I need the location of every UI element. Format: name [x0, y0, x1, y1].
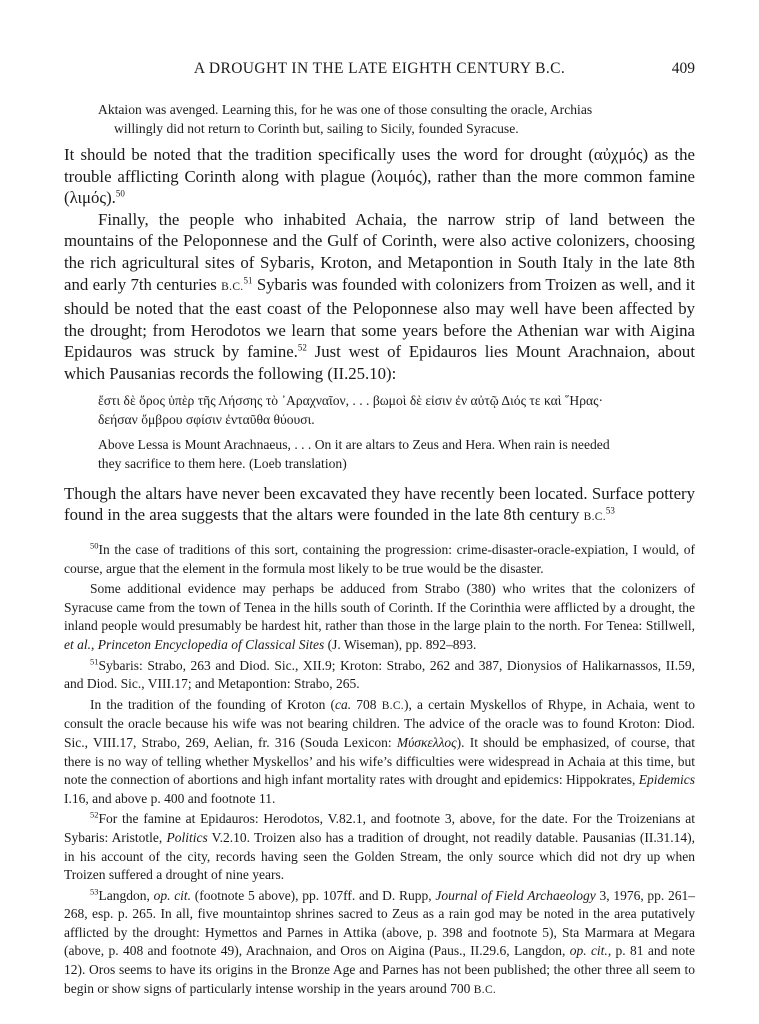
translation-line: Above Lessa is Mount Arachnaeus, . . . On it are altars to Zeus and Hera. When rain is needed — [98, 436, 610, 452]
footnote-number: 53 — [90, 886, 99, 897]
bc-abbrev: B.C. — [221, 280, 244, 293]
footnote-text: ). It should be emphasized, of course, that there is no way of telling whether Myskellos’ and his wife’s difficulties were widespread in Achaia at this time, but note the connection of abortions and high infant mortality rates with drought and epidemics: Hippokrates, — [64, 734, 696, 788]
footnote-italic: et al. — [64, 636, 91, 652]
page-number: 409 — [671, 60, 695, 77]
footnote-text: Some additional evidence may perhaps be adduced from Strabo (380) who writes that the colonizers of Syracuse came from the town of Tenea in the hills south of Corinth. If the Corinthia were afflicted by a drought, the inland people would presumably be hardest hit, rather than those in the large plain to the north. For Tenea: Stillwell, — [64, 581, 695, 634]
bc-abbrev: B.C. — [473, 983, 497, 996]
journal-title: Journal of Field Archaeology — [435, 887, 596, 903]
footnote-text: 708 — [351, 696, 382, 712]
footnote-text: V.2.10. Troizen also has a tradition of drought, not readily datable. Pausanias (II.31.14), in his account of the city, records having seen the Golden Stream, the only source which did not dry up when Troizen suffered a drought of nine years. — [64, 829, 695, 883]
greek-word: Μύσκελλος — [396, 734, 457, 750]
bc-abbrev: B.C. — [381, 699, 404, 712]
footnote-text: I.16, and above p. 400 and footnote 11. — [64, 790, 276, 806]
book-title: Epidemics — [638, 772, 695, 788]
greek-quotation — [64, 391, 695, 429]
footnote-text: , — [91, 636, 98, 652]
footnote-italic: ca. — [335, 696, 352, 712]
footnote-ref-50[interactable]: 50 — [115, 188, 125, 199]
footnote-52 — [64, 810, 695, 884]
footnote-51 — [64, 657, 695, 694]
translation-quote — [64, 435, 695, 473]
footnote-number: 52 — [90, 809, 99, 820]
footnote-italic: op. cit. — [569, 943, 608, 959]
greek-line: δεήσαν ὄμβρου σφίσιν ἐνταῦθα θύουσι. — [98, 411, 315, 427]
footnote-number: 51 — [90, 656, 99, 667]
running-title: A DROUGHT IN THE LATE EIGHTH CENTURY B.C. — [193, 60, 566, 77]
footnote-text: 3, 1976, pp. 261–268, esp. p. 265. In all, five mountaintop shrines sacred to Zeus as a rain god may be noted in the area putatively afflicted by the drought: Hymettos and Parnes in Attika (above, p. 398 and footnote 5), Sta Marmara at Megara (above, p. 408 and footnote 49), Arachnaion, and Oros on Aigina (Paus., II.29.6, Langdon, — [64, 887, 695, 959]
footnote-text: In the tradition of the founding of Kroton ( — [90, 696, 336, 712]
quote-line: Aktaion was avenged. Learning this, for he was one of those consulting the oracle, Archias — [98, 102, 593, 117]
footnotes — [64, 541, 695, 1001]
bc-abbrev: B.C. — [583, 511, 606, 524]
paragraph-text: It should be noted that the tradition specifically uses the word for drought (αὐχμός) as the trouble afflicting Corinth along with plague (λοιμός), rather than the more common famine (λιμός). — [64, 145, 695, 208]
footnote-italic: op. cit. — [153, 887, 192, 903]
block-quote-top — [64, 100, 695, 138]
paragraph-drought-word — [64, 144, 695, 209]
footnote-ref-51[interactable]: 51 — [243, 274, 253, 285]
footnote-text: In the case of traditions of this sort, containing the progression: crime-disaster-oracle-expiation, I would, of course, argue that the element in the formula most likely to be true would be the disaster. — [64, 542, 695, 576]
quote-line: willingly did not return to Corinth but, sailing to Sicily, founded Syracuse. — [114, 121, 519, 136]
paragraph-text: Finally, the people who inhabited Achaia, the narrow strip of land between the mountains of the Peloponnese and the Gulf of Corinth, were also active colonizers, choosing the rich agricultural sites of Sybaris, Kroton, and Metapontion in South Italy in the late 8th and early 7th centuries — [64, 209, 695, 294]
book-title: Politics — [166, 829, 208, 845]
footnote-text: (J. Wiseman), pp. 892–893. — [324, 636, 477, 652]
footnote-ref-52[interactable]: 52 — [297, 342, 307, 353]
footnote-text: Langdon, — [98, 887, 154, 903]
footnote-text: ), a certain Myskellos of Rhype, in Achaia, went to consult the oracle because his wife was not bearing children. The advice of the oracle was to found Kroton: Diod. Sic., VIII.17, Strabo, 269, Aelian, fr. 316 (Souda Lexicon: — [64, 696, 696, 750]
paragraph-altars — [64, 483, 695, 529]
greek-line: ἔστι δὲ ὄρος ὑπὲρ τῆς Λήσσης τὸ ᾽Αραχναῖον, . . . βωμοὶ δὲ εἰσιν ἐν αὐτῷ Διός τε καὶ ῞Ηρας· — [98, 392, 604, 408]
footnote-50 — [64, 541, 695, 578]
footnote-text: For the famine at Epidauros: Herodotos, V.82.1, and footnote 3, above, for the date. For the Troizenians at Sybaris: Aristotle, — [64, 811, 695, 845]
page-header — [64, 60, 695, 84]
paragraph-text: Though the altars have never been excavated they have recently been located. Surface pottery found in the area suggests that the altars were founded in the late 8th century — [64, 483, 695, 525]
paragraph-achaia — [64, 209, 695, 385]
book-title: Princeton Encyclopedia of Classical Sites — [97, 636, 325, 652]
footnote-number: 50 — [90, 540, 99, 551]
footnote-50-continued — [64, 580, 695, 654]
footnote-text: Sybaris: Strabo, 263 and Diod. Sic., XII.9; Kroton: Strabo, 262 and 387, Dionysios of Halikarnassos, II.59, and Diod. Sic., VIII.17; and Metapontion: Strabo, 265. — [64, 657, 695, 692]
translation-line: they sacrifice to them here. (Loeb translation) — [98, 455, 347, 471]
body-text — [64, 100, 695, 529]
footnote-text: (footnote 5 above), pp. 107ff. and D. Rupp, — [191, 887, 436, 903]
footnote-51-continued — [64, 696, 695, 809]
paragraph-text: Sybaris was founded with colonizers from Troizen as well, and it should be noted that the east coast of the Peloponnese also may well have been affected by the drought; from Herodotos we learn that some years before the Athenian war with Aigina Epidauros was struck by famine. — [64, 274, 696, 362]
footnote-text: , p. 81 and note 12). Oros seems to have its origins in the Bronze Age and Parnes has not been published; the other three all seem to begin or show signs of particularly intense worship in the years around 700 — [64, 943, 695, 996]
footnote-53 — [64, 887, 695, 1000]
footnote-ref-53[interactable]: 53 — [605, 505, 615, 516]
paragraph-text: Just west of Epidauros lies Mount Arachnaion, about which Pausanias records the following (II.25.10): — [64, 342, 695, 383]
